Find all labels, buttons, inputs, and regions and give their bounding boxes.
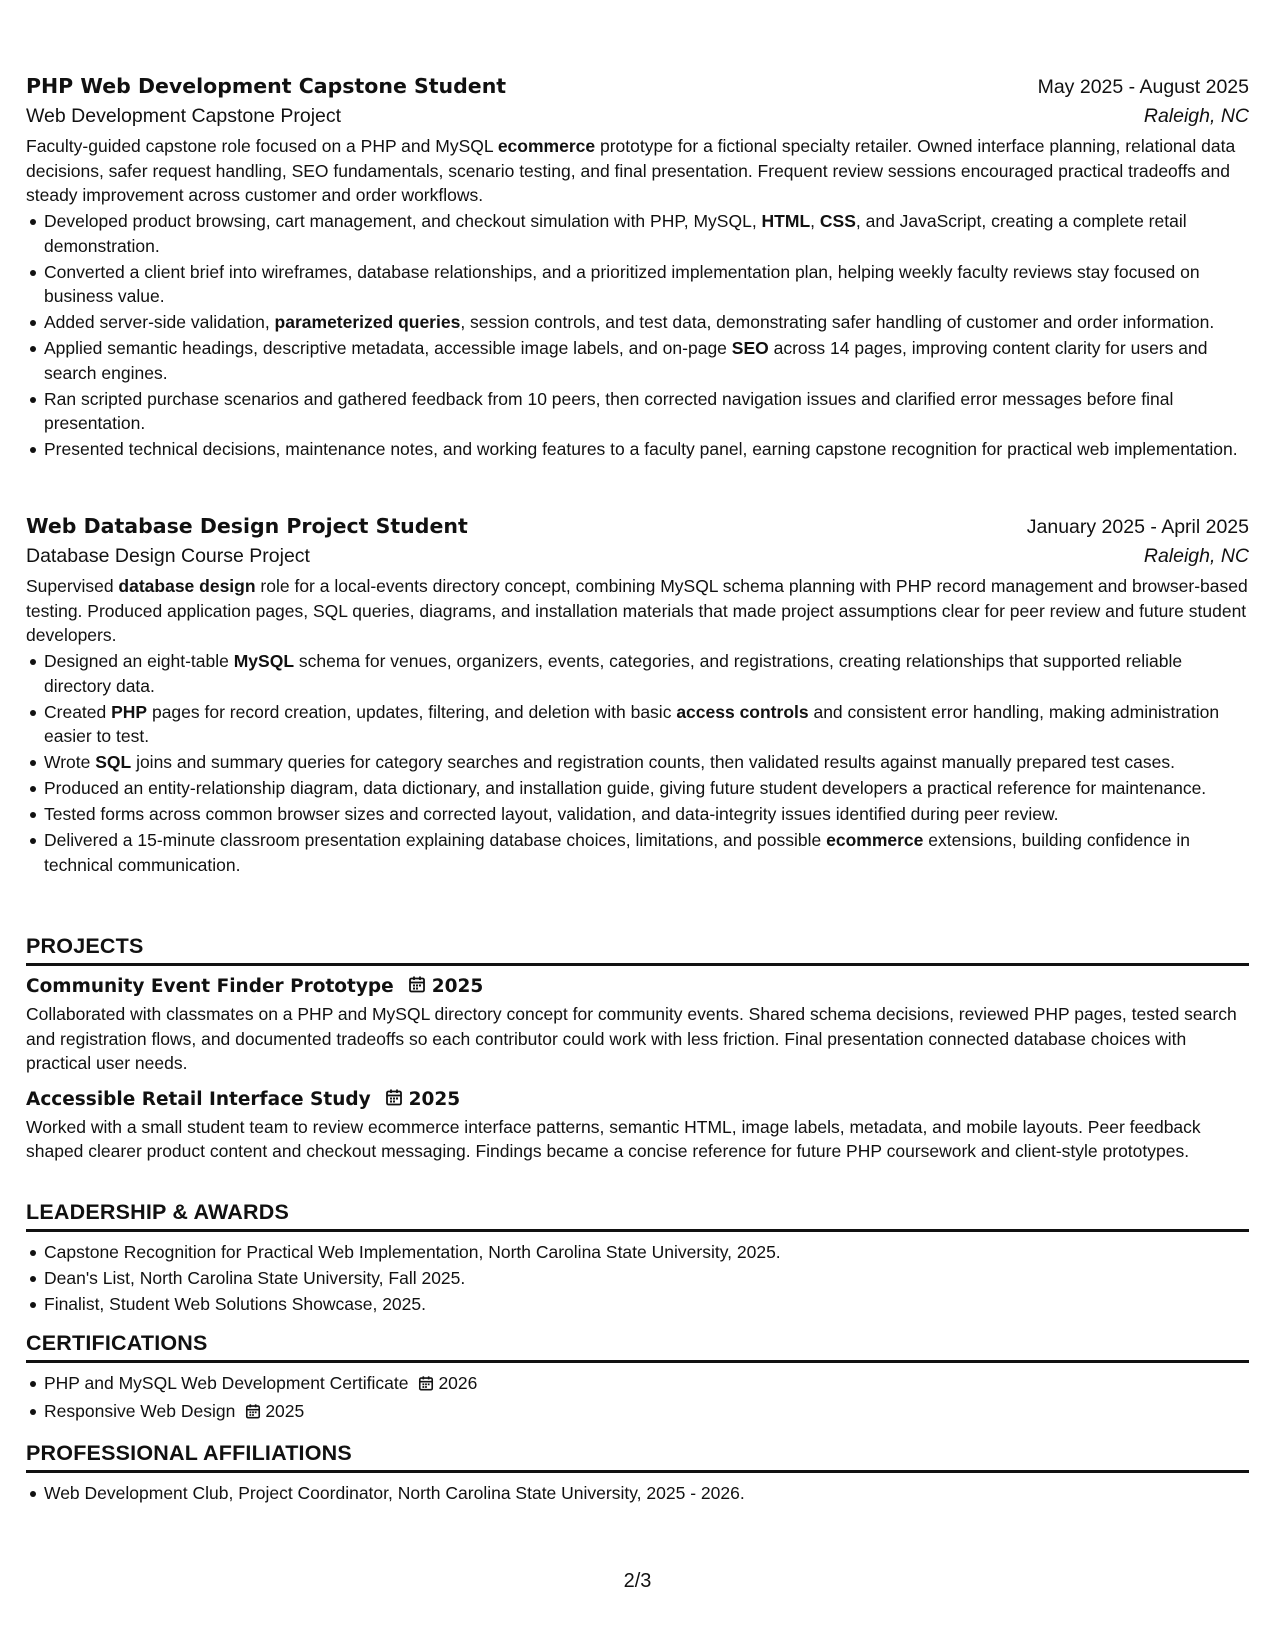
bullet-item: Developed product browsing, cart management, and checkout simulation with PHP, MySQL, HTML, CSS, and JavaScript, creating a complete retail demonstration. xyxy=(44,209,1249,258)
certification-name: PHP and MySQL Web Development Certificate xyxy=(44,1373,409,1393)
affiliations-section xyxy=(26,1441,1249,1506)
experience-entry xyxy=(26,514,1249,877)
bullet-item: Converted a client brief into wireframes, database relationships, and a prioritized implementation plan, helping weekly faculty reviews stay focused on business value. xyxy=(44,260,1249,309)
calendar-icon xyxy=(408,975,426,998)
bullet-item: Delivered a 15-minute classroom presentation explaining database choices, limitations, and possible ecommerce extensions, building confidence in technical communication. xyxy=(44,828,1249,877)
job-location: Raleigh, NC xyxy=(1143,105,1249,127)
job-organization: Web Development Capstone Project xyxy=(26,105,342,127)
job-title: PHP Web Development Capstone Student xyxy=(26,74,507,98)
affiliation-item: Web Development Club, Project Coordinator, North Carolina State University, 2025 - 2026. xyxy=(44,1481,1249,1506)
award-item: Capstone Recognition for Practical Web Implementation, North Carolina State University, 2025. xyxy=(44,1240,1249,1265)
section-heading: CERTIFICATIONS xyxy=(26,1331,1249,1363)
certification-year: 2025 xyxy=(265,1401,305,1421)
bullet-item: Presented technical decisions, maintenance notes, and working features to a faculty panel, earning capstone recognition for practical web implementation. xyxy=(44,437,1249,462)
certification-year: 2026 xyxy=(438,1373,478,1393)
award-item: Dean's List, North Carolina State University, Fall 2025. xyxy=(44,1266,1249,1291)
job-summary: Faculty-guided capstone role focused on a PHP and MySQL ecommerce prototype for a fictional specialty retailer. Owned interface planning, relational data decisions, safer request handling, SEO fundamentals, scenario testing, and final presentation. Frequent review sessions encouraged practical tradeoffs and steady improvement across customer and order workflows. xyxy=(26,136,1236,205)
project-item xyxy=(26,1088,1249,1164)
project-title: Community Event Finder Prototype xyxy=(26,976,394,997)
calendar-icon xyxy=(385,1088,403,1111)
project-description: Worked with a small student team to review ecommerce interface patterns, semantic HTML, image labels, metadata, and mobile layouts. Peer feedback shaped clearer product content and checkout messaging. Findings became a concise reference for future PHP coursework and client-style prototypes. xyxy=(26,1116,1201,1161)
bullet-item: Added server-side validation, parameterized queries, session controls, and test data, demonstrating safer handling of customer and order information. xyxy=(44,310,1249,335)
certifications-section xyxy=(26,1331,1249,1426)
bullet-item: Designed an eight-table MySQL schema for venues, organizers, events, categories, and registrations, creating relationships that supported reliable directory data. xyxy=(44,649,1249,698)
certification-item xyxy=(44,1399,1249,1426)
job-location: Raleigh, NC xyxy=(1143,545,1249,567)
bullet-item: Applied semantic headings, descriptive metadata, accessible image labels, and on-page SEO across 14 pages, improving content clarity for users and search engines. xyxy=(44,336,1249,385)
project-year: 2025 xyxy=(431,976,484,997)
bullet-item: Created PHP pages for record creation, updates, filtering, and deletion with basic access controls and consistent error handling, making administration easier to test. xyxy=(44,700,1249,749)
page-number: 2/3 xyxy=(623,1570,652,1592)
job-bullets xyxy=(26,649,1249,877)
leadership-section xyxy=(26,1200,1249,1317)
bullet-item: Tested forms across common browser sizes and corrected layout, validation, and data-integrity issues identified during peer review. xyxy=(44,802,1249,827)
certification-name: Responsive Web Design xyxy=(44,1401,236,1421)
bullet-item: Wrote SQL joins and summary queries for category searches and registration counts, then validated results against manually prepared test cases. xyxy=(44,750,1249,775)
project-title: Accessible Retail Interface Study xyxy=(26,1088,371,1110)
job-bullets xyxy=(26,209,1249,462)
job-dates: May 2025 - August 2025 xyxy=(1037,76,1249,98)
project-item xyxy=(26,975,1249,1076)
experience-entry xyxy=(26,74,1249,462)
project-description: Collaborated with classmates on a PHP and MySQL directory concept for community events. Shared schema decisions, reviewed PHP pages, tested search and registration flows, and documented tradeoffs so each contributor could work with less friction. Final presentation connected database choices with practical user needs. xyxy=(26,1004,1237,1073)
section-heading: PROFESSIONAL AFFILIATIONS xyxy=(26,1441,1249,1473)
bullet-item: Ran scripted purchase scenarios and gathered feedback from 10 peers, then corrected navigation issues and clarified error messages before final presentation. xyxy=(44,387,1249,436)
bullet-item: Produced an entity-relationship diagram, data dictionary, and installation guide, giving future student developers a practical reference for maintenance. xyxy=(44,776,1249,801)
projects-section xyxy=(26,934,1249,1164)
section-heading: PROJECTS xyxy=(26,934,1249,966)
certification-item xyxy=(44,1371,1249,1398)
section-heading: LEADERSHIP & AWARDS xyxy=(26,1200,1249,1232)
job-dates: January 2025 - April 2025 xyxy=(1026,516,1249,538)
calendar-icon xyxy=(418,1373,434,1398)
job-title: Web Database Design Project Student xyxy=(26,514,468,538)
job-summary: Supervised database design role for a local-events directory concept, combining MySQL schema planning with PHP record management and browser-based testing. Produced application pages, SQL queries, diagrams, and installation materials that made project assumptions clear for peer review and future student developers. xyxy=(26,576,1248,645)
calendar-icon xyxy=(245,1401,261,1426)
project-year: 2025 xyxy=(408,1088,461,1110)
job-organization: Database Design Course Project xyxy=(26,545,310,567)
award-item: Finalist, Student Web Solutions Showcase, 2025. xyxy=(44,1292,1249,1317)
